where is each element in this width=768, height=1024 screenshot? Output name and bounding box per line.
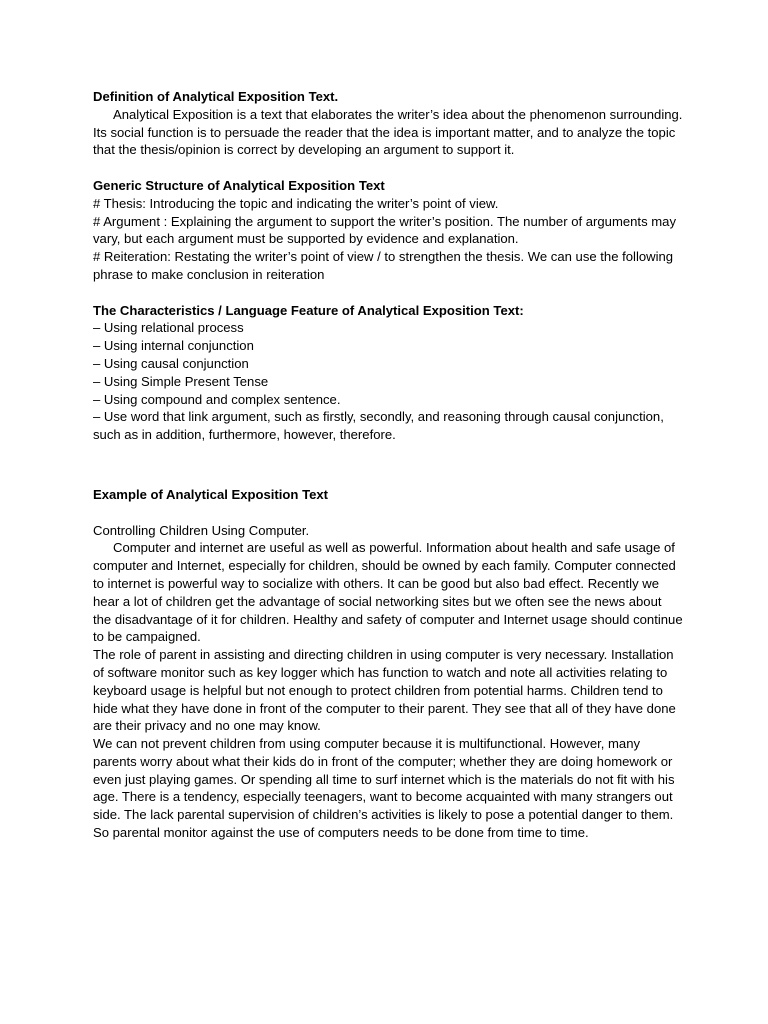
document-page: [93, 88, 683, 842]
example-paragraph: We can not prevent children from using computer because it is multifunctional. However, many parents worry about what their kids do in front of the computer; whether they are doing homework or even just playing games. Or spending all time to surf internet which is the materials do not fit with his age. There is a tendency, especially teenagers, want to become acquainted with many strangers out side. The lack parental supervision of children’s activities is likely to pose a potential danger to them. So parental monitor against the use of computers needs to be done from time to time.: [93, 736, 675, 841]
feature-item: – Using compound and complex sentence.: [93, 391, 341, 407]
spacer: [93, 504, 683, 522]
spacer: [93, 159, 683, 177]
structure-reiteration: # Reiteration: Restating the writer’s point of view / to strengthen the thesis. We can use the following phrase to make conclusion in reiteration: [93, 249, 674, 282]
example-paragraph: The role of parent in assisting and directing children in using computer is very necessary. Installation of software monitor such as key logger which has function to watch and note all activities relating to keyboard usage is helpful but not enough to protect children from potential harms. Children tend to hide what they have done in front of the computer to their parent. They see that all of they have done are their privacy and no one may know.: [93, 647, 676, 734]
feature-item: – Using Simple Present Tense: [93, 373, 269, 389]
definition-paragraph: Analytical Exposition is a text that elaborates the writer’s idea about the phenomenon surrounding. Its social function is to persuade the reader that the idea is important matter, and to analyze the topic that the thesis/opinion is correct by developing an argument to support it.: [93, 106, 683, 158]
structure-argument: # Argument : Explaining the argument to support the writer’s position. The number of arguments may vary, but each argument must be supported by evidence and explanation.: [93, 213, 676, 247]
feature-item: – Using internal conjunction: [93, 338, 254, 354]
spacer: [93, 444, 683, 486]
example-paragraph: Computer and internet are useful as well as powerful. Information about health and safe usage of computer and Internet, especially for children, should be owned by each family. Computer connected to internet is powerful way to socialize with others. It can be good but also bad effect. Recently we hear a lot of children get the advantage of social networking sites but we often see the news about the disadvantage of it for children. Healthy and safety of computer and Internet usage should continue to be campaigned.: [93, 540, 683, 645]
structure-thesis: # Thesis: Introducing the topic and indicating the writer’s point of view.: [93, 195, 499, 211]
example-title: Controlling Children Using Computer.: [93, 522, 310, 538]
spacer: [93, 284, 683, 302]
structure-heading: Generic Structure of Analytical Exposition Text: [93, 177, 385, 193]
feature-item: – Using relational process: [93, 320, 244, 336]
features-heading: The Characteristics / Language Feature of Analytical Exposition Text:: [93, 302, 524, 318]
example-heading: Example of Analytical Exposition Text: [93, 486, 329, 502]
feature-item: – Use word that link argument, such as firstly, secondly, and reasoning through causal conjunction, such as in addition, furthermore, however, therefore.: [93, 409, 664, 443]
feature-item: – Using causal conjunction: [93, 355, 249, 371]
definition-heading: Definition of Analytical Exposition Text.: [93, 89, 339, 104]
